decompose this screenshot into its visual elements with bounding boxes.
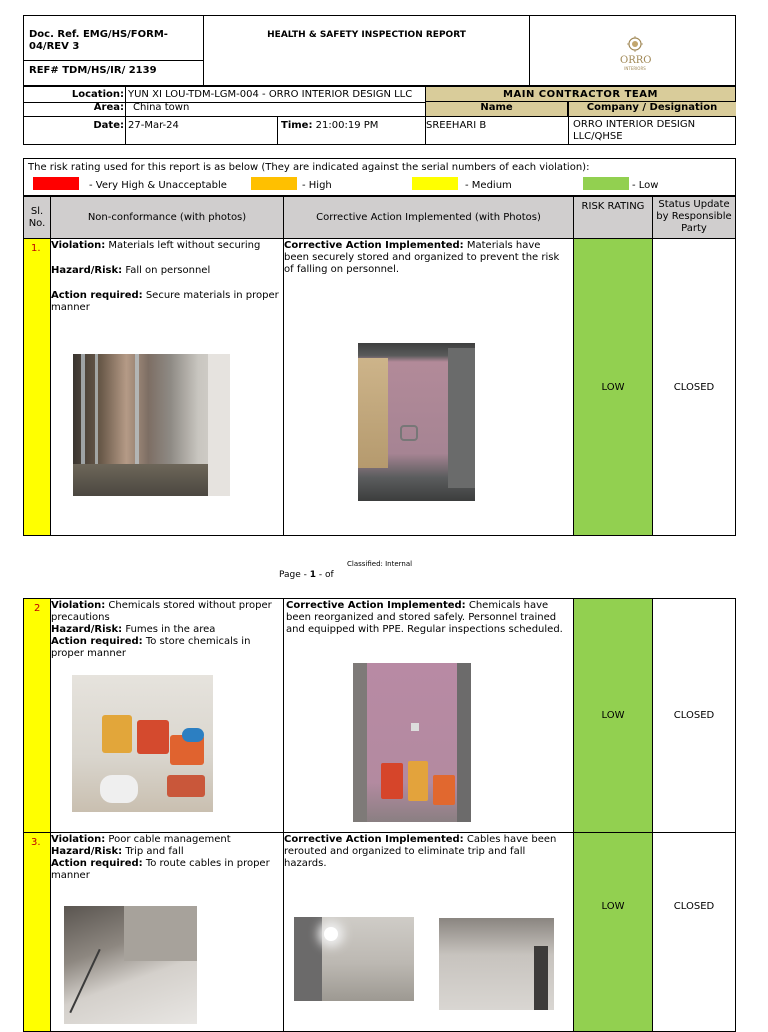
doc-ref: Doc. Ref. EMG/HS/FORM-04/REV 3 [29, 29, 168, 52]
page-indicator [279, 570, 334, 580]
row-3-violation: Poor cable management [108, 834, 231, 845]
logo-emblem-icon [627, 36, 643, 52]
legend-very-high-swatch [33, 177, 79, 190]
corrective-label: Corrective Action Implemented: [284, 240, 464, 251]
legend-medium-label: - Medium [465, 180, 512, 191]
date-label: Date: [93, 120, 124, 131]
location-label: Location: [71, 89, 124, 100]
report-title-cell [203, 15, 530, 86]
legend-low-swatch [583, 177, 629, 190]
row-2-corrective-photo [353, 663, 471, 822]
col-risk-rating: RISK RATING [573, 196, 653, 239]
col-corrective: Corrective Action Implemented (with Photos) [283, 196, 574, 239]
row-3-status: CLOSED [652, 832, 736, 1032]
risk-intro: The risk rating used for this report is as below (They are indicated against the serial numbers of each violation): [28, 162, 590, 173]
legend-low-label: - Low [632, 180, 659, 191]
col-nonconformance: Non-conformance (with photos) [50, 196, 284, 239]
name-header: Name [480, 102, 513, 113]
violation-label: Violation: [51, 834, 106, 845]
row-1-hazard: Fall on personnel [125, 265, 211, 276]
row-2-action: To store chemicals in proper manner [51, 636, 251, 659]
row-1-corrective-text: Materials have been securely stored and organized to prevent the risk of falling on personnel. [284, 240, 560, 275]
logo-cell [529, 15, 736, 86]
row-2-corrective-text: Chemicals have been reorganized and stored safely. Personnel trained and equipped with PPE. Regular inspections scheduled. [286, 600, 563, 635]
hazard-label: Hazard/Risk: [51, 846, 123, 857]
main-contractor-title: MAIN CONTRACTOR TEAM [503, 89, 658, 100]
col-status: Status Update by Responsible Party [652, 196, 736, 239]
legend-very-high-label: - Very High & Unacceptable [89, 180, 227, 191]
row-2-violation: Chemicals stored without proper precautions [51, 600, 272, 623]
area-label: Area: [93, 102, 124, 113]
time-field [281, 120, 378, 131]
classified-label: Classified: Internal [347, 560, 413, 568]
page-number: 1 [309, 570, 317, 580]
row-2-status: CLOSED [652, 598, 736, 833]
row-3-number: 3. [23, 832, 51, 1032]
col-sl-no: Sl. No. [23, 196, 51, 239]
row-1-number: 1. [23, 238, 51, 536]
name-value: SREEHARI B [426, 120, 487, 131]
company-header: Company / Designation [586, 102, 718, 113]
violation-label: Violation: [51, 240, 106, 251]
violation-label: Violation: [51, 600, 106, 611]
row-3-action: To route cables in proper manner [51, 858, 270, 881]
legend-high-label: - High [302, 180, 332, 191]
company-value: ORRO INTERIOR DESIGN LLC/QHSE [573, 119, 696, 142]
orro-logo [620, 36, 650, 72]
row-3-hazard: Trip and fall [125, 846, 184, 857]
row-3-corrective-photo-1 [294, 917, 414, 1001]
row-1-corrective-photo [358, 343, 475, 501]
row-1-violation: Materials left without securing [108, 240, 261, 251]
corrective-label: Corrective Action Implemented: [284, 834, 464, 845]
row-3-risk-rating: LOW [573, 832, 653, 1032]
page-prefix: Page - [279, 570, 310, 580]
logo-text: ORRO [620, 55, 652, 66]
report-title: HEALTH & SAFETY INSPECTION REPORT [267, 30, 466, 40]
row-1-risk-rating: LOW [573, 238, 653, 536]
time-value: 21:00:19 PM [315, 120, 379, 131]
row-1-violation-photo [73, 354, 230, 496]
date-value: 27-Mar-24 [128, 120, 179, 131]
row-2-hazard: Fumes in the area [125, 624, 216, 635]
page-suffix: - of [316, 570, 334, 580]
row-2-risk-rating: LOW [573, 598, 653, 833]
area-value: China town [133, 102, 190, 113]
action-label: Action required: [51, 290, 143, 301]
row-3-corrective-photo-2 [439, 918, 554, 1010]
hazard-label: Hazard/Risk: [51, 624, 123, 635]
row-1-action: Secure materials in proper manner [51, 290, 279, 313]
action-label: Action required: [51, 858, 143, 869]
time-label: Time: [281, 120, 313, 131]
row-2-number: 2 [23, 598, 51, 833]
hazard-label: Hazard/Risk: [51, 265, 123, 276]
row-1-status: CLOSED [652, 238, 736, 536]
legend-medium-swatch [412, 177, 458, 190]
main-contractor-cell [425, 86, 736, 102]
legend-high-swatch [251, 177, 297, 190]
ref-no-cell [23, 60, 204, 86]
row-3-violation-photo [64, 906, 197, 1024]
action-label: Action required: [51, 636, 143, 647]
logo-subtext: INTERIORS [624, 66, 646, 71]
row-3-corrective-text: Cables have been rerouted and organized to eliminate trip and fall hazards. [284, 834, 557, 869]
row-2-violation-photo [72, 675, 213, 812]
doc-ref-cell [23, 15, 204, 61]
location-value: YUN XI LOU-TDM-LGM-004 - ORRO INTERIOR DESIGN LLC [128, 89, 413, 100]
ref-number: REF# TDM/HS/IR/ 2139 [29, 65, 157, 76]
corrective-label: Corrective Action Implemented: [286, 600, 466, 611]
